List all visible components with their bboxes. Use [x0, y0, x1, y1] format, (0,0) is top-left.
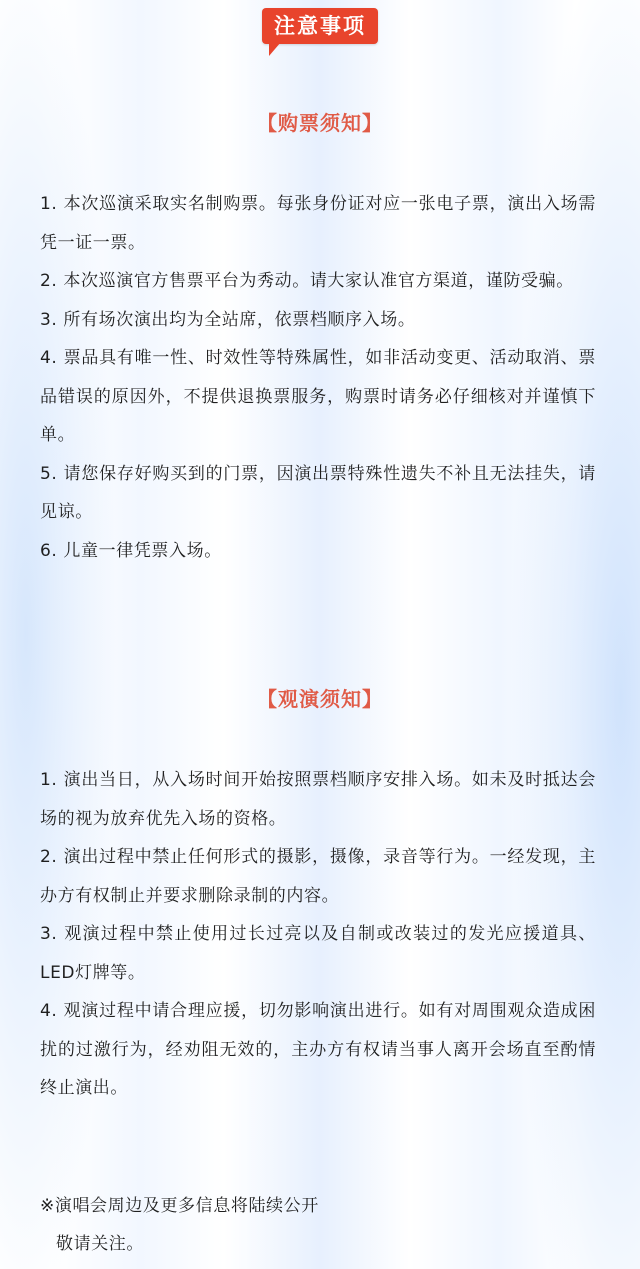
- list-item: 1. 本次巡演采取实名制购票。每张身份证对应一张电子票，演出入场需凭一证一票。: [40, 194, 596, 253]
- list-item: 3. 所有场次演出均为全站席，依票档顺序入场。: [40, 309, 416, 330]
- list-item: 5. 请您保存好购买到的门票，因演出票特殊性遗失不补且无法挂失，请见谅。: [40, 463, 596, 522]
- list-item: 2. 本次巡演官方售票平台为秀动。请大家认准官方渠道，谨防受骗。: [40, 271, 574, 291]
- list-item: 6. 儿童一律凭票入场。: [40, 540, 222, 561]
- watch-section-heading: 【观演须知】: [257, 687, 383, 711]
- footnote-line-2: 敬请关注。: [56, 1234, 144, 1254]
- list-item: 4. 票品具有唯一性、时效性等特殊属性，如非活动变更、活动取消、票品错误的原因外，不提供退换票服务，购票时请务必仔细核对并谨慎下单。: [40, 348, 596, 445]
- page-title: 注意事项: [274, 13, 366, 38]
- footnote-line-1: ※演唱会周边及更多信息将陆续公开: [40, 1196, 319, 1216]
- notice-title-tag: [262, 8, 378, 44]
- list-item: 1. 演出当日，从入场时间开始按照票档顺序安排入场。如未及时抵达会场的视为放弃优先入场的资格。: [40, 770, 596, 829]
- ticket-section-heading: 【购票须知】: [257, 111, 383, 135]
- list-item: 3. 观演过程中禁止使用过长过亮以及自制或改装过的发光应援道具、LED灯牌等。: [40, 924, 596, 983]
- list-item: 2. 演出过程中禁止任何形式的摄影，摄像，录音等行为。一经发现，主办方有权制止并要求删除录制的内容。: [40, 847, 596, 906]
- footnote: [40, 1187, 596, 1263]
- list-item: 4. 观演过程中请合理应援，切勿影响演出进行。如有对周围观众造成困扰的过激行为，经劝阻无效的，主办方有权请当事人离开会场直至酌情终止演出。: [40, 1001, 596, 1098]
- title-tag-tail: [269, 42, 281, 56]
- watch-notice-list: [40, 761, 596, 1108]
- ticket-notice-list: [40, 185, 596, 570]
